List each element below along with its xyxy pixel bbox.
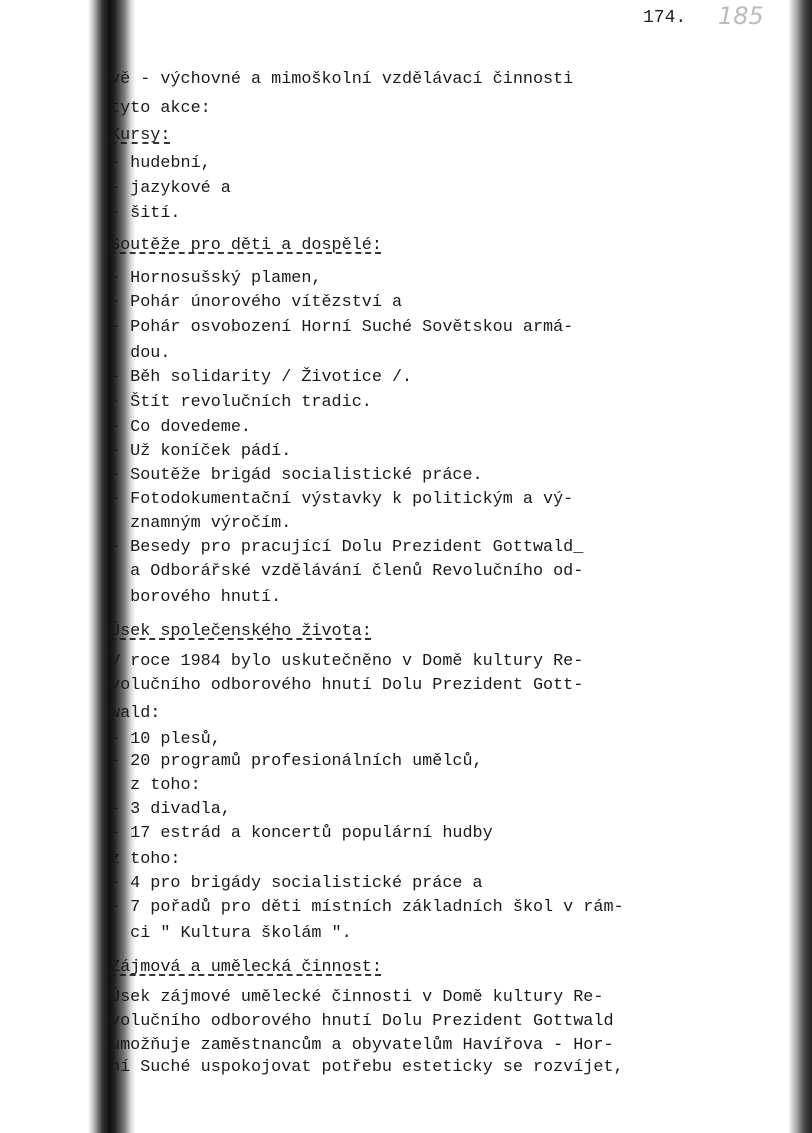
text-line: - Hornosušský plamen, bbox=[110, 269, 322, 288]
text-line: - Štít revolučních tradic. bbox=[110, 393, 372, 412]
text-line: z toho: bbox=[110, 850, 181, 869]
text-line: umožňuje zaměstnancům a obyvatelům Havířova - Hor- bbox=[110, 1036, 614, 1055]
section-heading: Zájmová a umělecká činnost: bbox=[110, 958, 382, 977]
text-line: Úsek zájmové umělecké činnosti v Domě kultury Re- bbox=[110, 988, 604, 1007]
text-line: z toho: bbox=[110, 776, 201, 795]
text-line: a Odborářské vzdělávání členů Revolučního od- bbox=[110, 562, 584, 581]
text-line: - Pohár osvobození Horní Suché Sovětskou armá- bbox=[110, 318, 574, 337]
text-line: - šití. bbox=[110, 204, 181, 223]
section-heading: Kursy: bbox=[110, 126, 171, 145]
text-line: znamným výročím. bbox=[110, 514, 292, 533]
text-line: dou. bbox=[110, 344, 171, 363]
text-line: - 3 divadla, bbox=[110, 800, 231, 819]
text-line: - Už koníček pádí. bbox=[110, 442, 292, 461]
text-line: - Fotodokumentační výstavky k politickým a vý- bbox=[110, 490, 574, 509]
text-line: - jazykové a bbox=[110, 179, 231, 198]
text-line: - hudební, bbox=[110, 154, 211, 173]
text-line: wald: bbox=[110, 704, 161, 723]
section-heading: Úsek společenského života: bbox=[110, 622, 372, 641]
text-line: - Běh solidarity / Životice /. bbox=[110, 368, 413, 387]
text-line: - 10 plesů, bbox=[110, 730, 221, 749]
handwritten-page-number: 185 bbox=[718, 2, 764, 30]
text-line: - Soutěže brigád socialistické práce. bbox=[110, 466, 483, 485]
text-line: ní Suché uspokojovat potřebu esteticky se rozvíjet, bbox=[110, 1058, 624, 1077]
text-line: volučního odborového hnutí Dolu Prezident Gottwald bbox=[110, 1012, 614, 1031]
text-line: borového hnutí. bbox=[110, 588, 282, 607]
text-line: - 4 pro brigády socialistické práce a bbox=[110, 874, 483, 893]
page-number: 174. bbox=[643, 8, 687, 28]
text-line: volučního odborového hnutí Dolu Prezident Gott- bbox=[110, 676, 584, 695]
text-line: - Besedy pro pracující Dolu Prezident Gottwald_ bbox=[110, 538, 584, 557]
text-line: - 20 programů profesionálních umělců, bbox=[110, 752, 483, 771]
text-line: V roce 1984 bylo uskutečněno v Domě kultury Re- bbox=[110, 652, 584, 671]
text-line: ci " Kultura školám ". bbox=[110, 924, 352, 943]
text-line: vě - výchovné a mimoškolní vzdělávací činnosti bbox=[110, 70, 574, 89]
text-line: tyto akce: bbox=[110, 99, 211, 118]
text-line: - Pohár únorového vítězství a bbox=[110, 293, 403, 312]
text-line: - 7 pořadů pro děti místních základních škol v rám- bbox=[110, 898, 624, 917]
section-heading: Soutěže pro děti a dospělé: bbox=[110, 236, 382, 255]
text-line: - Co dovedeme. bbox=[110, 418, 251, 437]
text-line: - 17 estrád a koncertů populární hudby bbox=[110, 824, 493, 843]
scan-edge-shadow-right bbox=[788, 0, 812, 1133]
